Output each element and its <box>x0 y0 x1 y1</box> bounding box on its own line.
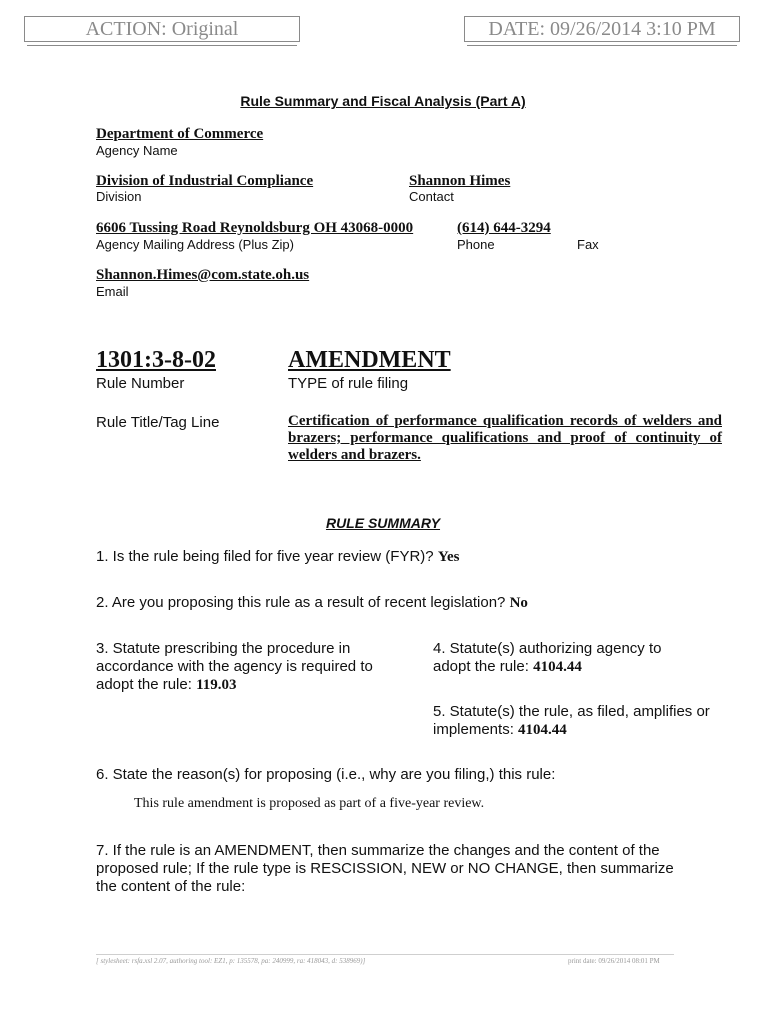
date-text: DATE: 09/26/2014 3:10 PM <box>488 18 716 40</box>
footer-divider <box>96 954 674 955</box>
footer-stylesheet: [ stylesheet: rsfa.xsl 2.07, authoring tool: EZ1, p: 135578, pa: 240999, ra: 418043, d: 538969)] <box>96 957 366 965</box>
question-4 <box>433 640 693 676</box>
question-1 <box>96 548 459 566</box>
answer-3: 119.03 <box>196 677 237 693</box>
question-6-text: 6. State the reason(s) for proposing (i.e., why are you filing,) this rule: <box>96 766 556 783</box>
address-label: Agency Mailing Address (Plus Zip) <box>96 237 294 252</box>
contact-label: Contact <box>409 189 454 204</box>
address-value: 6606 Tussing Road Reynoldsburg OH 43068-0000 <box>96 220 414 236</box>
email-value: Shannon.Himes@com.state.oh.us <box>96 267 310 283</box>
rule-title-value: Certification of performance qualification records of welders and brazers; performance qualifications and proof of continuity of welders and brazers. <box>288 413 722 463</box>
phone-value: (614) 644-3294 <box>457 220 551 236</box>
answer-1: Yes <box>437 549 460 565</box>
answer-6: This rule amendment is proposed as part of a five-year review. <box>134 796 485 811</box>
rule-type-value: AMENDMENT <box>288 347 451 373</box>
question-7-text: 7. If the rule is an AMENDMENT, then summarize the changes and the content of the proposed rule; If the rule type is RESCISSION, NEW or NO CHANGE, then summarize the content of the rule: <box>96 842 674 895</box>
fax-label: Fax <box>577 237 599 252</box>
question-5 <box>433 703 723 739</box>
division-label: Division <box>96 189 142 204</box>
answer-4: 4104.44 <box>533 659 582 675</box>
document-title: Rule Summary and Fiscal Analysis (Part A) <box>240 93 526 109</box>
rule-number-label: Rule Number <box>96 375 185 392</box>
contact-value: Shannon Himes <box>409 173 511 189</box>
answer-5: 4104.44 <box>518 722 567 738</box>
question-2-text: 2. Are you proposing this rule as a result of recent legislation? <box>96 594 506 611</box>
rule-title-label: Rule Title/Tag Line <box>96 414 220 431</box>
footer-print-date: print date: 09/26/2014 08:01 PM <box>568 957 660 965</box>
question-3-text: 3. Statute prescribing the procedure in accordance with the agency is required to adopt the rule: <box>96 640 373 693</box>
agency-name-value: Department of Commerce <box>96 126 264 142</box>
question-2 <box>96 594 528 612</box>
rule-summary-heading: RULE SUMMARY <box>325 515 441 531</box>
question-3 <box>96 640 386 694</box>
question-4-text: 4. Statute(s) authorizing agency to adopt the rule: <box>433 640 662 675</box>
email-label: Email <box>96 284 129 299</box>
action-text: ACTION: Original <box>85 18 239 40</box>
action-box <box>24 16 300 42</box>
question-1-text: 1. Is the rule being filed for five year review (FYR)? <box>96 548 434 565</box>
answer-2: No <box>509 595 528 611</box>
phone-label: Phone <box>457 237 495 252</box>
question-5-text: 5. Statute(s) the rule, as filed, amplifies or implements: <box>433 703 710 738</box>
rule-number-value: 1301:3-8-02 <box>96 347 216 373</box>
agency-name-label: Agency Name <box>96 143 178 158</box>
division-value: Division of Industrial Compliance <box>96 173 314 189</box>
date-box <box>464 16 740 42</box>
rule-type-label: TYPE of rule filing <box>288 375 409 392</box>
